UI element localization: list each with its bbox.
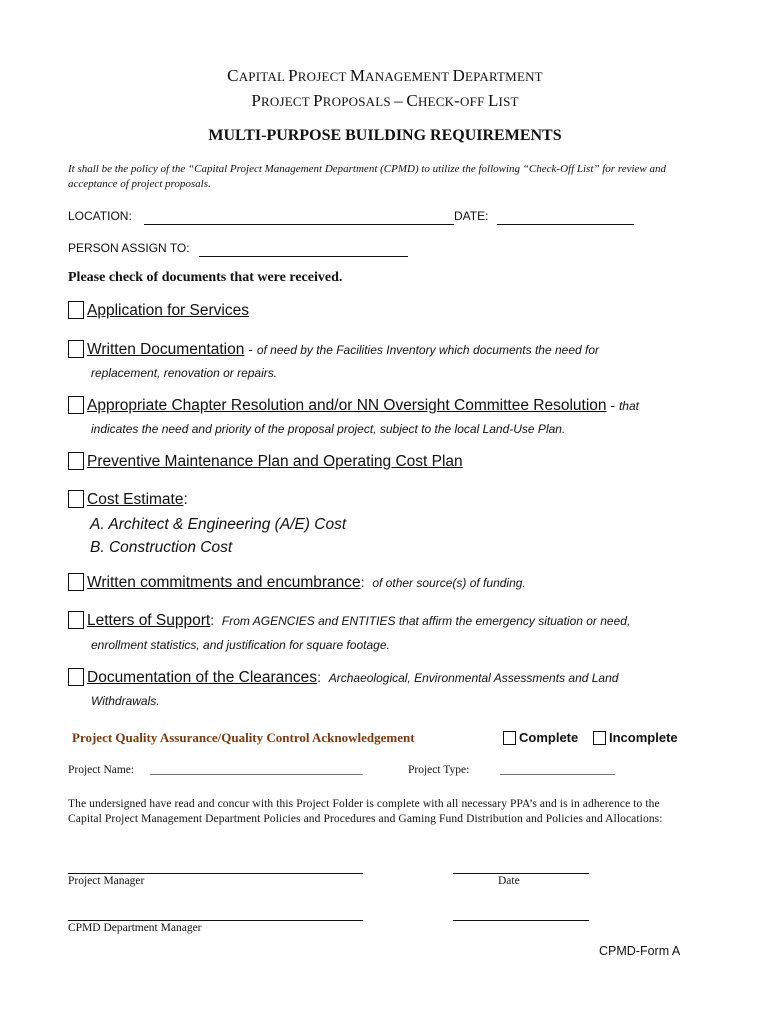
line2-cap: P bbox=[251, 91, 261, 110]
dept-manager-signature-line[interactable] bbox=[68, 919, 363, 921]
project-name-field[interactable]: _____________________________________ bbox=[150, 764, 363, 776]
item-separator: : bbox=[183, 491, 188, 508]
person-assign-label: PERSON ASSIGN TO: bbox=[68, 241, 190, 255]
checklist-item bbox=[68, 301, 708, 320]
item-title: Application for Services bbox=[87, 302, 249, 319]
item-description-cont: enrollment statistics, and justification for square footage. bbox=[91, 638, 390, 652]
line2-cap: - bbox=[454, 91, 461, 110]
checklist-item bbox=[68, 396, 708, 415]
page-subtitle: MULTI-PURPOSE BUILDING REQUIREMENTS bbox=[208, 127, 562, 144]
item-title: Documentation of the Clearances bbox=[87, 669, 318, 686]
checkbox-maintenance-plan[interactable] bbox=[68, 452, 84, 470]
line2-rest: ROPOSALS bbox=[322, 94, 395, 109]
item-separator: : bbox=[210, 612, 222, 628]
policy-statement: It shall be the policy of the “Capital Project Management Department (CPMD) to utilize the following “Check-Off List” for review and acceptance of project proposals. bbox=[68, 163, 667, 190]
checkbox-complete[interactable] bbox=[503, 731, 516, 745]
header-line-2 bbox=[0, 91, 770, 111]
item-description: of need by the Facilities Inventory which documents the need for bbox=[256, 343, 600, 357]
qa-complete-option[interactable] bbox=[503, 729, 578, 747]
project-manager-label: Project Manager bbox=[68, 875, 145, 887]
date-signature-line[interactable] bbox=[453, 872, 589, 874]
complete-label: Complete bbox=[519, 730, 579, 745]
line2-cap: L bbox=[487, 91, 499, 110]
date-sign-label: Date bbox=[498, 875, 520, 887]
concurrence-statement: The undersigned have read and concur with this Project Folder is complete with all necessary PPA’s and is in adherence to the Capital Project Management Department Policies and Procedures and Gaming Fund Distribution and Policies and Allocations: bbox=[68, 798, 663, 825]
line1-cap: C bbox=[227, 66, 239, 85]
item-title: Letters of Support bbox=[87, 612, 211, 629]
item-title: Appropriate Chapter Resolution and/or NN Oversight Committee Resolution bbox=[87, 397, 607, 414]
line2-rest: ROJECT bbox=[260, 94, 314, 109]
checkbox-chapter-resolution[interactable] bbox=[68, 396, 84, 414]
item-title: Written commitments and encumbrance bbox=[87, 574, 361, 591]
item-separator: - bbox=[606, 397, 619, 413]
checklist-item bbox=[68, 668, 708, 687]
line1-rest: EPARTMENT bbox=[464, 69, 543, 84]
item-description: Archaeological, Environmental Assessments and Land bbox=[328, 671, 619, 685]
date-field[interactable] bbox=[497, 210, 634, 225]
header-line-1 bbox=[0, 66, 770, 86]
qa-incomplete-option[interactable] bbox=[593, 729, 678, 747]
item-description-cont: replacement, renovation or repairs. bbox=[91, 366, 278, 380]
project-type-label: Project Type: bbox=[408, 764, 470, 776]
checkbox-application[interactable] bbox=[68, 301, 84, 319]
line1-cap: P bbox=[288, 66, 298, 85]
project-name-label: Project Name: bbox=[68, 764, 135, 776]
checkbox-incomplete[interactable] bbox=[593, 731, 606, 745]
cost-subitem-ae: A. Architect & Engineering (A/E) Cost bbox=[90, 516, 347, 533]
item-title: Cost Estimate bbox=[87, 491, 184, 508]
qa-title: Project Quality Assurance/Quality Control Acknowledgement bbox=[72, 730, 415, 745]
header-line-1-text bbox=[227, 66, 543, 85]
cost-subitem-construction: B. Construction Cost bbox=[90, 539, 233, 556]
line1-cap: D bbox=[452, 66, 465, 85]
item-separator: : bbox=[317, 669, 329, 685]
item-description: of other source(s) of funding. bbox=[372, 576, 526, 590]
checklist-item bbox=[68, 340, 708, 359]
location-field[interactable] bbox=[144, 210, 454, 225]
project-manager-signature-line[interactable] bbox=[68, 872, 363, 874]
checkbox-written-commitments[interactable] bbox=[68, 573, 84, 591]
project-type-field[interactable]: ____________________ bbox=[500, 764, 615, 776]
line2-cap: C bbox=[406, 91, 418, 110]
dept-manager-label: CPMD Department Manager bbox=[68, 922, 202, 934]
line2-rest: IST bbox=[498, 94, 519, 109]
checkbox-letters-of-support[interactable] bbox=[68, 611, 84, 629]
date-label: DATE: bbox=[454, 209, 489, 223]
checkbox-clearances[interactable] bbox=[68, 668, 84, 686]
checklist-item bbox=[68, 573, 708, 592]
form-id: CPMD-Form A bbox=[599, 944, 681, 958]
header-line-2-text bbox=[251, 91, 518, 110]
dept-date-signature-line[interactable] bbox=[453, 919, 589, 921]
line1-cap: M bbox=[349, 66, 366, 85]
incomplete-label: Incomplete bbox=[609, 730, 678, 745]
item-description-cont: Withdrawals. bbox=[91, 694, 160, 708]
item-description-cont: indicates the need and priority of the proposal project, subject to the local Land-Use Plan. bbox=[91, 422, 566, 436]
item-separator: : bbox=[360, 574, 373, 590]
line1-rest: ANAGEMENT bbox=[365, 69, 453, 84]
item-description: that bbox=[618, 399, 639, 413]
item-separator: - bbox=[244, 341, 257, 357]
line2-rest: OFF bbox=[460, 94, 488, 109]
checkbox-cost-estimate[interactable] bbox=[68, 490, 84, 508]
line2-cap: P bbox=[313, 91, 323, 110]
item-description: From AGENCIES and ENTITIES that affirm the emergency situation or need, bbox=[221, 614, 631, 628]
person-assign-field[interactable] bbox=[199, 242, 408, 257]
checklist-item bbox=[68, 490, 708, 509]
line2-cap: – bbox=[394, 91, 403, 110]
instruction-text: Please check of documents that were received. bbox=[68, 270, 343, 285]
line2-rest: HECK bbox=[417, 94, 455, 109]
checklist-item bbox=[68, 611, 708, 630]
line1-rest: ROJECT bbox=[297, 69, 350, 84]
item-title: Preventive Maintenance Plan and Operating Cost Plan bbox=[87, 453, 463, 470]
checklist-item bbox=[68, 452, 708, 471]
checkbox-written-documentation[interactable] bbox=[68, 340, 84, 358]
line1-rest: APITAL bbox=[238, 69, 289, 84]
location-label: LOCATION: bbox=[68, 209, 132, 223]
item-title: Written Documentation bbox=[87, 341, 245, 358]
